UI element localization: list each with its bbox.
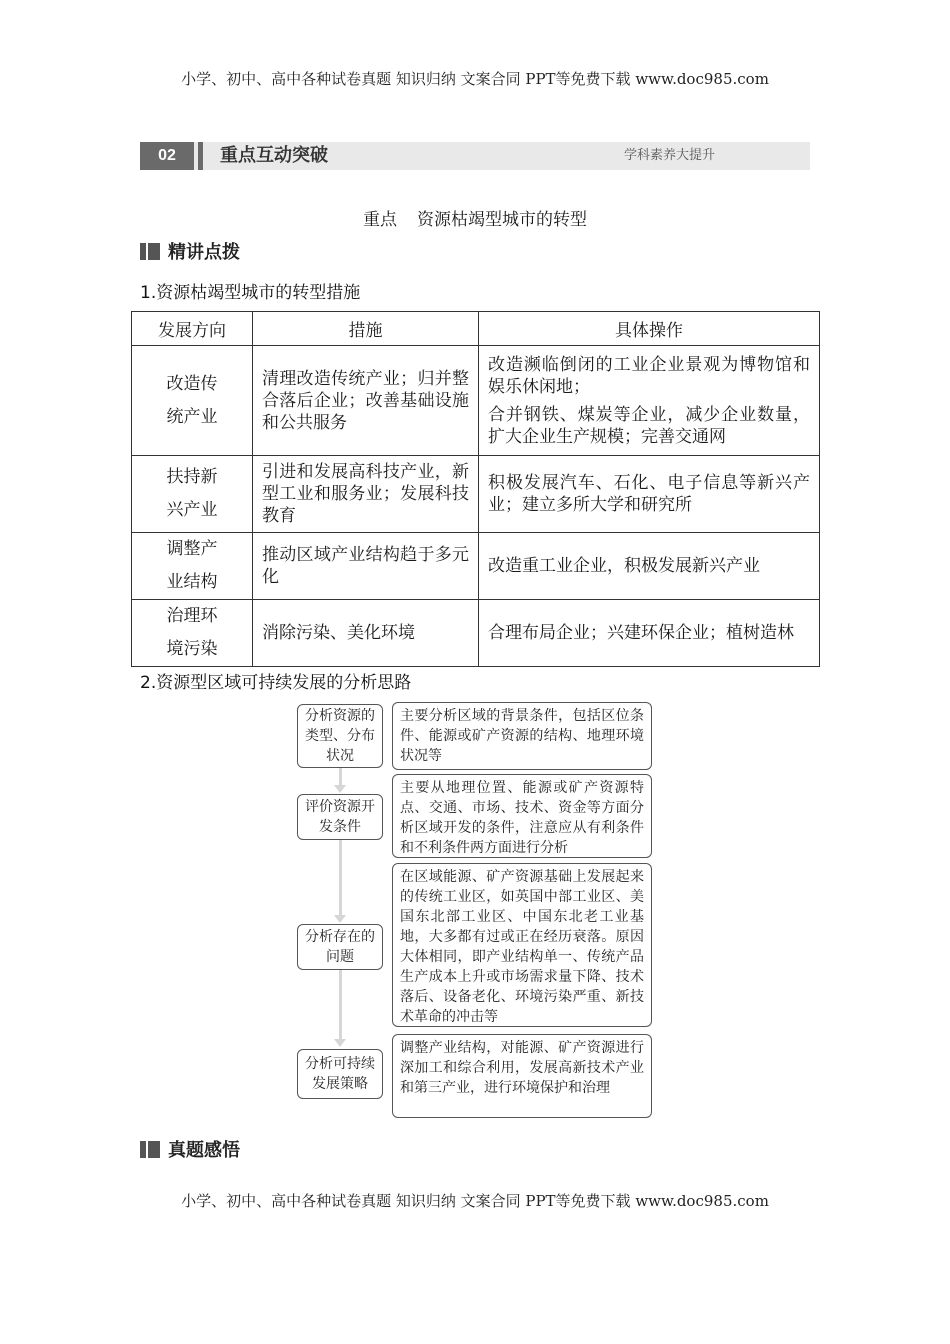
table-cell-direction: 治理环 境污染 — [132, 600, 253, 667]
banner-title: 重点互动突破 — [220, 145, 328, 166]
section-heading-real-questions: 真题感悟 — [140, 1136, 240, 1162]
table-row — [132, 456, 820, 533]
table-cell-measure: 推动区域产业结构趋于多元化 — [253, 533, 479, 600]
table-cell-operation: 合理布局企业；兴建环保企业；植树造林 — [479, 600, 820, 667]
table-row — [132, 600, 820, 667]
flow-step-box: 分析可持续发展策略 — [297, 1049, 383, 1099]
table-cell-measure: 引进和发展高科技产业，新型工业和服务业；发展科技教育 — [253, 456, 479, 533]
topic-label: 重点 — [363, 210, 397, 230]
topic-title — [0, 205, 950, 230]
table-header: 措施 — [253, 312, 479, 346]
table-header: 具体操作 — [479, 312, 820, 346]
section-marker-icon — [140, 1141, 146, 1158]
flow-connector — [339, 767, 342, 787]
section-banner — [140, 142, 810, 170]
table-cell-direction: 扶持新 兴产业 — [132, 456, 253, 533]
flow-connector — [339, 839, 342, 917]
flow-desc-box: 主要从地理位置、能源或矿产资源特点、交通、市场、技术、资金等方面分析区域开发的条件，注意应从有利条件和不利条件两方面进行分析 — [392, 774, 652, 858]
measures-table — [131, 311, 820, 667]
table-cell-direction: 调整产 业结构 — [132, 533, 253, 600]
section-marker-icon — [148, 1141, 160, 1158]
heading-analysis-approach: 2.资源型区域可持续发展的分析思路 — [140, 673, 412, 693]
banner-divider — [198, 142, 203, 170]
section-heading-key-points: 精讲点拨 — [140, 238, 240, 264]
page-footer: 小学、初中、高中各种试卷真题 知识归纳 文案合同 PPT等免费下载 www.doc985.com — [181, 1192, 769, 1210]
banner-number: 02 — [140, 142, 194, 170]
flow-arrow-icon — [334, 915, 346, 923]
table-cell-measure: 清理改造传统产业；归并整合落后企业；改善基础设施和公共服务 — [253, 346, 479, 456]
flow-step-box: 分析存在的问题 — [297, 924, 383, 970]
flow-desc-box: 调整产业结构，对能源、矿产资源进行深加工和综合利用，发展高新技术产业和第三产业，进行环境保护和治理 — [392, 1034, 652, 1118]
flow-step-box: 分析资源的类型、分布状况 — [297, 704, 383, 768]
table-cell-operation: 积极发展汽车、石化、电子信息等新兴产业；建立多所大学和研究所 — [479, 456, 820, 533]
table-header: 发展方向 — [132, 312, 253, 346]
flow-arrow-icon — [334, 785, 346, 793]
flow-arrow-icon — [334, 1039, 346, 1047]
flow-connector — [339, 969, 342, 1041]
table-cell-operation: 改造重工业企业，积极发展新兴产业 — [479, 533, 820, 600]
page-header: 小学、初中、高中各种试卷真题 知识归纳 文案合同 PPT等免费下载 www.doc985.com — [181, 70, 769, 88]
topic-text: 资源枯竭型城市的转型 — [417, 210, 587, 230]
table-cell-direction: 改造传 统产业 — [132, 346, 253, 456]
banner-subtitle: 学科素养大提升 — [623, 148, 715, 163]
table-cell-measure: 消除污染、美化环境 — [253, 600, 479, 667]
flow-desc-box: 在区域能源、矿产资源基础上发展起来的传统工业区，如英国中部工业区、美国东北部工业区、中国东北老工业基地，大多都有过或正在经历衰落。原因大体相同，即产业结构单一、传统产品生产成本上升或市场需求量下降、技术落后、设备老化、环境污染严重、新技术革命的冲击等 — [392, 863, 652, 1027]
heading-transformation-measures: 1.资源枯竭型城市的转型措施 — [140, 283, 361, 303]
table-row — [132, 533, 820, 600]
flow-step-box: 评价资源开发条件 — [297, 794, 383, 840]
flow-desc-box: 主要分析区域的背景条件，包括区位条件、能源或矿产资源的结构、地理环境状况等 — [392, 702, 652, 770]
table-cell-operation: 改造濒临倒闭的工业企业景观为博物馆和娱乐休闲地； 合并钢铁、煤炭等企业，减少企业数量，扩大企业生产规模；完善交通网 — [479, 346, 820, 456]
table-row — [132, 346, 820, 456]
section-marker-icon — [148, 243, 160, 260]
table-header-row — [132, 312, 820, 346]
section-marker-icon — [140, 243, 146, 260]
